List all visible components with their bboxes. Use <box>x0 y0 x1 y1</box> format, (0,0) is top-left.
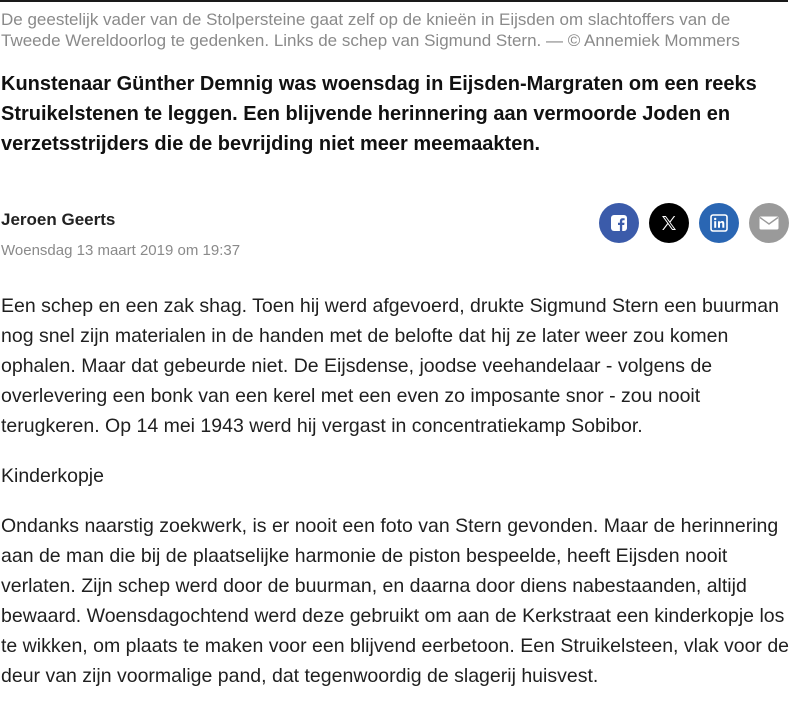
photo-caption: De geestelijk vader van de Stolpersteine gaat zelf op de knieën in Eijsden om slachtoffers van de Tweede Wereldoorlog te gedenken. Links de schep van Sigmund Stern. — © Annemiek Mommers <box>1 10 740 50</box>
article-lead: Kunstenaar Günther Demnig was woensdag in Eijsden-Margraten om een reeks Struikelstenen te leggen. Een blijvende herinnering aan vermoorde Joden en verzetsstrijders die de bevrijding niet meer meemaakten. <box>1 73 757 155</box>
article-subheading: Kinderkopje <box>1 465 104 487</box>
share-email-button[interactable] <box>749 203 789 243</box>
facebook-icon <box>610 214 628 232</box>
linkedin-icon <box>710 214 728 232</box>
top-divider <box>0 0 788 2</box>
author-name[interactable]: Jeroen Geerts <box>1 210 116 229</box>
share-x-button[interactable] <box>649 203 689 243</box>
share-linkedin-button[interactable] <box>699 203 739 243</box>
article-paragraph: Een schep en een zak shag. Toen hij werd afgevoerd, drukte Sigmund Stern een buurman nog snel zijn materialen in de handen met de belofte dat hij ze later weer zou komen ophalen. Maar dat gebeurde niet. De Eijsdense, joodse veehandelaar - volgens de overlevering een bonk van een kerel met een even zo imposante snor - zou nooit terugkeren. Op 14 mei 1943 werd hij vergast in concentratiekamp Sobibor. <box>1 295 779 437</box>
article-paragraph: Ondanks naarstig zoekwerk, is er nooit een foto van Stern gevonden. Maar de herinnering aan de man die bij de plaatselijke harmonie de piston bespeelde, heeft Eijsden nooit verlaten. Zijn schep werd door de buurman, en daarna door diens nabestaanden, altijd bewaard. Woensdagochtend werd deze gebruikt om aan de Kerkstraat een kinderkopje los te wikken, om plaats te maken voor een blijvend eerbetoon. Een Struikelsteen, vlak voor de deur van zijn voormalige pand, dat tegenwoordig de slagerij huisvest. <box>1 515 790 687</box>
publish-date: Woensdag 13 maart 2019 om 19:37 <box>1 242 241 259</box>
x-icon <box>661 215 677 231</box>
share-facebook-button[interactable] <box>599 203 639 243</box>
share-buttons <box>599 203 789 243</box>
mail-icon <box>759 216 779 230</box>
